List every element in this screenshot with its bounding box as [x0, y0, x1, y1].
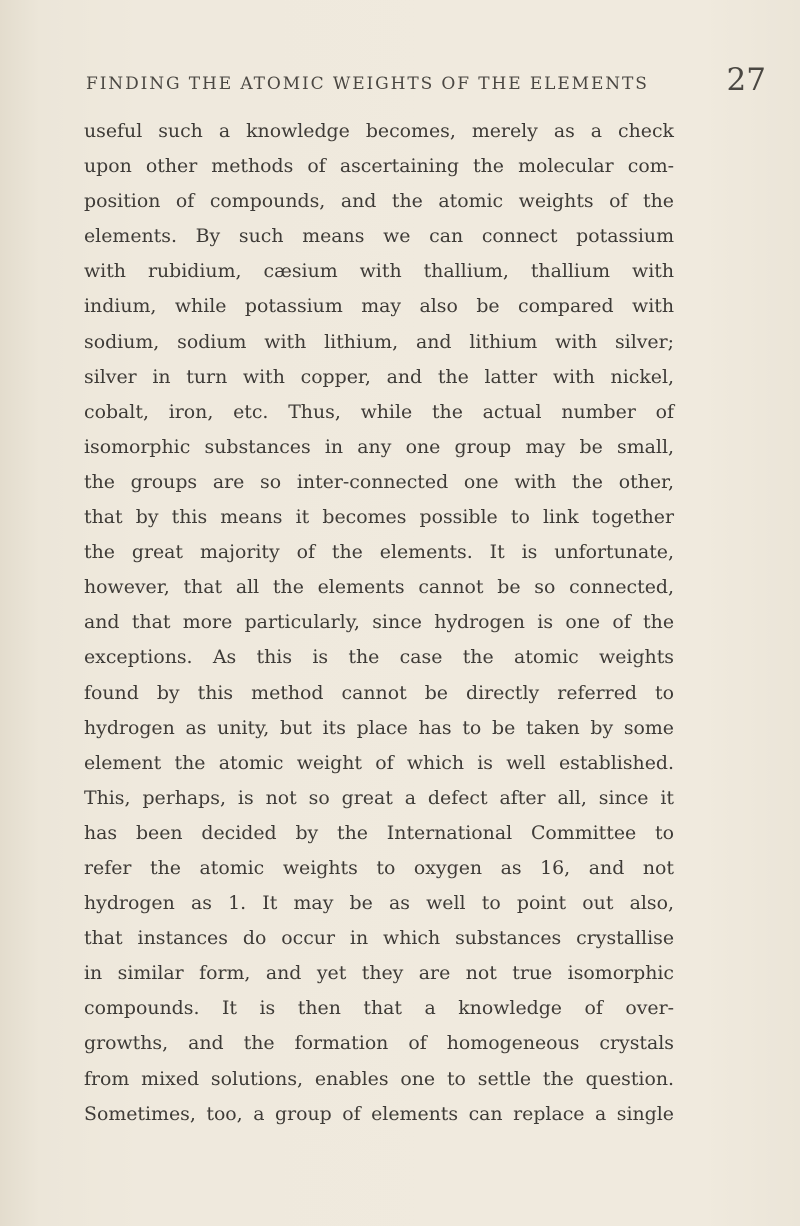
text-line: isomorphic substances in any one group may be small, — [84, 435, 674, 458]
text-line: This, perhaps, is not so great a defect after all, since it — [84, 786, 674, 809]
text-line: the great majority of the elements. It is unfortunate, — [84, 541, 674, 564]
text-line: in similar form, and yet they are not true isomorphic — [84, 962, 674, 985]
text-line: has been decided by the International Committee to — [84, 821, 674, 844]
text-line: element the atomic weight of which is well established. — [84, 751, 674, 774]
text-line: hydrogen as 1. It may be as well to point out also, — [84, 892, 674, 915]
text-line: from mixed solutions, enables one to settle the question. — [84, 1067, 674, 1090]
text-line: and that more particularly, since hydrogen is one of the — [84, 611, 674, 634]
page-number: 27 — [726, 62, 766, 98]
text-line: hydrogen as unity, but its place has to be taken by some — [84, 716, 674, 739]
text-line: the groups are so inter-connected one with the other, — [84, 470, 674, 493]
text-line: cobalt, iron, etc. Thus, while the actual number of — [84, 400, 674, 423]
text-line: Sometimes, too, a group of elements can replace a single — [84, 1102, 674, 1125]
text-line: useful such a knowledge becomes, merely as a check — [84, 120, 674, 142]
running-header — [86, 60, 766, 100]
text-line: sodium, sodium with lithium, and lithium with silver; — [84, 330, 674, 353]
text-line: position of compounds, and the atomic weights of the — [84, 190, 674, 213]
text-line: however, that all the elements cannot be so connected, — [84, 576, 674, 599]
text-line: that instances do occur in which substances crystallise — [84, 927, 674, 950]
text-line: found by this method cannot be directly referred to — [84, 681, 674, 704]
text-line: upon other methods of ascertaining the molecular com- — [84, 155, 674, 178]
text-line: compounds. It is then that a knowledge of over- — [84, 997, 674, 1020]
body-paragraph — [84, 114, 674, 1132]
text-line: growths, and the formation of homogeneous crystals — [84, 1032, 674, 1055]
text-line: silver in turn with copper, and the latter with nickel, — [84, 365, 674, 388]
text-line: with rubidium, cæsium with thallium, thallium with — [84, 260, 674, 283]
text-line: indium, while potassium may also be compared with — [84, 295, 674, 318]
text-line: exceptions. As this is the case the atomic weights — [84, 646, 674, 669]
running-title: FINDING THE ATOMIC WEIGHTS OF THE ELEMENTS — [86, 74, 649, 94]
text-line: refer the atomic weights to oxygen as 16, and not — [84, 856, 674, 879]
text-line: that by this means it becomes possible to link together — [84, 506, 674, 529]
text-line: elements. By such means we can connect potassium — [84, 225, 674, 248]
